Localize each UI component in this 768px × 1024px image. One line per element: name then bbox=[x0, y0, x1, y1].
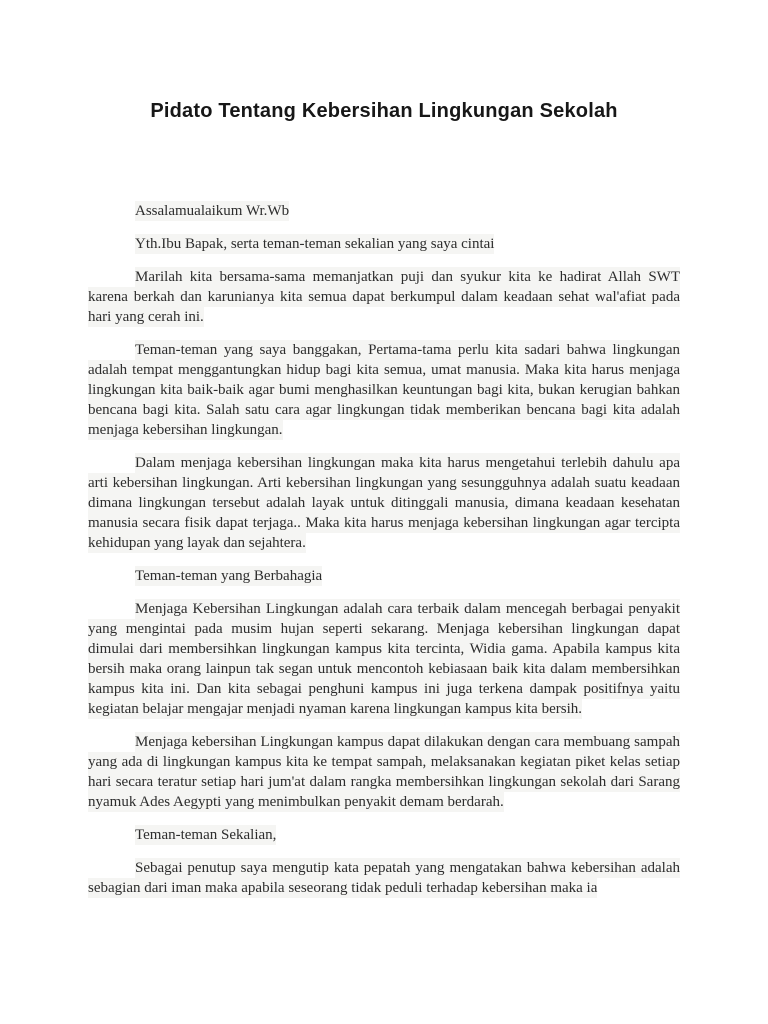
subheading-teman-sekalian-text: Teman-teman Sekalian, bbox=[135, 827, 277, 843]
paragraph-closing-text: Sebagai penutup saya mengutip kata pepatah yang mengatakan bahwa kebersihan adalah sebagian dari iman maka apabila seseorang tidak peduli terhadap kebersihan maka ia bbox=[88, 860, 680, 896]
paragraph-environment-importance bbox=[88, 340, 680, 440]
paragraph-cleanliness-methods bbox=[88, 732, 680, 812]
salutation-text: Yth.Ibu Bapak, serta teman-teman sekalian yang saya cintai bbox=[135, 236, 495, 252]
paragraph-environment-importance-text: Teman-teman yang saya banggakan, Pertama-tama perlu kita sadari bahwa lingkungan adalah tempat menggantungkan hidup bagi kita semua, umat manusia. Maka kita harus menjaga lingkungan kita baik-baik agar bumi menghasilkan keuntungan bagi kita, bukan kerugian bahkan bencana bagi kita. Salah satu cara agar lingkungan tidak memberikan bencana bagi kita adalah menjaga kebersihan lingkungan. bbox=[88, 342, 680, 438]
subheading-teman-sekalian bbox=[88, 825, 680, 845]
document-body bbox=[88, 201, 680, 898]
document-title: Pidato Tentang Kebersihan Lingkungan Sekolah bbox=[150, 100, 618, 122]
paragraph-cleanliness-methods-text: Menjaga kebersihan Lingkungan kampus dapat dilakukan dengan cara membuang sampah yang ada di lingkungan kampus kita ke tempat sampah, melaksanakan kegiatan piket kelas setiap hari secara teratur setiap hari jum'at dalam rangka membersihkan lingkungan sekolah dari Sarang nyamuk Ades Aegypti yang menimbulkan penyakit demam berdarah. bbox=[88, 734, 680, 810]
salutation-line bbox=[88, 234, 680, 254]
paragraph-gratitude bbox=[88, 267, 680, 327]
paragraph-cleanliness-benefits-text: Menjaga Kebersihan Lingkungan adalah cara terbaik dalam mencegah berbagai penyakit yang mengintai pada musim hujan seperti sekarang. Menjaga kebersihan lingkungan dapat dimulai dari membersihkan lingkungan kampus kita tercinta, Widia gama. Apabila kampus kita bersih maka orang lainpun tak segan untuk mencontoh kebiasaan baik kita dalam membersihkan kampus kita ini. Dan kita sebagai penghuni kampus ini juga terkena dampak positifnya yaitu kegiatan belajar mengajar menjadi nyaman karena lingkungan kampus kita bersih. bbox=[88, 601, 680, 717]
subheading-teman-berbahagia-text: Teman-teman yang Berbahagia bbox=[135, 568, 323, 584]
paragraph-closing bbox=[88, 858, 680, 898]
paragraph-cleanliness-benefits bbox=[88, 599, 680, 719]
paragraph-cleanliness-definition bbox=[88, 453, 680, 553]
subheading-teman-berbahagia bbox=[88, 566, 680, 586]
greeting-text: Assalamualaikum Wr.Wb bbox=[135, 203, 290, 219]
greeting-line bbox=[88, 201, 680, 221]
paragraph-gratitude-text: Marilah kita bersama-sama memanjatkan puji dan syukur kita ke hadirat Allah SWT karena berkah dan karunianya kita semua dapat berkumpul dalam keadaan sehat wal'afiat pada hari yang cerah ini. bbox=[88, 269, 680, 325]
paragraph-cleanliness-definition-text: Dalam menjaga kebersihan lingkungan maka kita harus mengetahui terlebih dahulu apa arti kebersihan lingkungan. Arti kebersihan lingkungan yang sesungguhnya adalah suatu keadaan dimana lingkungan tersebut adalah layak untuk ditinggali manusia, dimana keadaan kesehatan manusia secara fisik dapat terjaga.. Maka kita harus menjaga kebersihan lingkungan agar tercipta kehidupan yang layak dan sejahtera. bbox=[88, 455, 680, 551]
